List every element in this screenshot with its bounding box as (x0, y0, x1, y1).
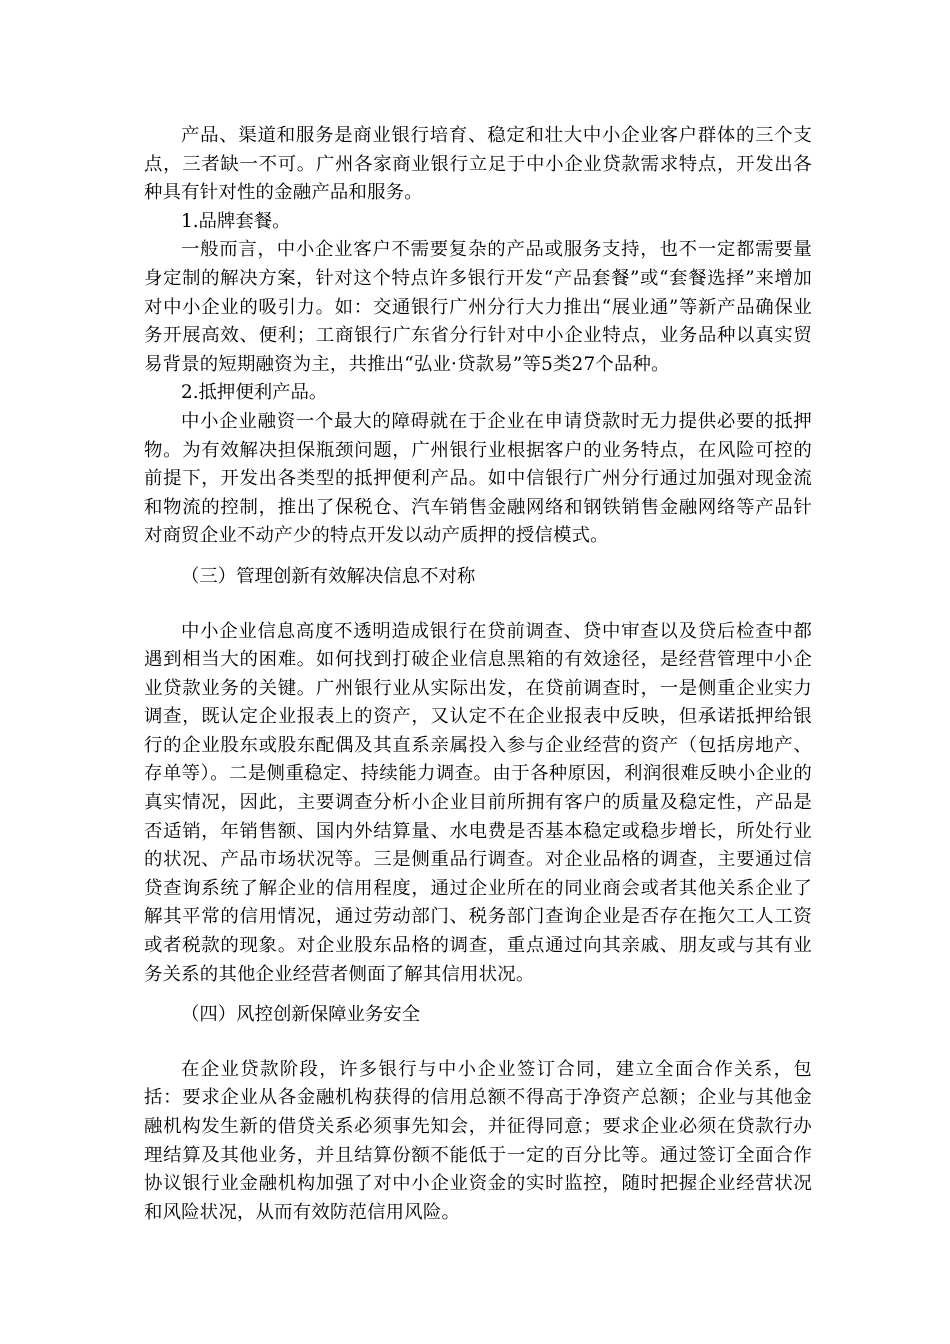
paragraph-brand-package: 一般而言，中小企业客户不需要复杂的产品或服务支持，也不一定都需要量身定制的解决方案，针对这个特点许多银行开发“产品套餐”或“套餐选择”来增加对中小企业的吸引力。如：交通银行广州分行大力推出“展业通”等新产品确保业务开展高效、便利；工商银行广东省分行针对中小企业特点，业务品种以真实贸易背景的短期融资为主，共推出“弘业·贷款易”等5类27个品种。 (144, 239, 812, 375)
list-item-collateral-products: 2.抵押便利产品。 (181, 382, 328, 404)
document-body (144, 122, 812, 1227)
section-heading-risk-control: （四）风控创新保障业务安全 (181, 1004, 421, 1026)
paragraph-products-intro: 产品、渠道和服务是商业银行培育、稳定和壮大中小企业客户群体的三个支点，三者缺一不可。广州各家商业银行立足于中小企业贷款需求特点，开发出各种具有针对性的金融产品和服务。 (144, 125, 812, 204)
paragraph-management-innovation: 中小企业信息高度不透明造成银行在贷前调查、贷中审查以及贷后检查中都遇到相当大的困难。如何找到打破企业信息黑箱的有效途径，是经营管理中小企业贷款业务的关键。广州银行业从实际出发，在贷前调查时，一是侧重企业实力调查，既认定企业报表上的资产，又认定不在企业报表中反映，但承诺抵押给银行的企业股东或股东配偶及其直系亲属投入参与企业经营的资产（包括房地产、存单等）。二是侧重稳定、持续能力调查。由于各种原因，利润很难反映小企业的真实情况，因此，主要调查分析小企业目前所拥有客户的质量及稳定性，产品是否适销，年销售额、国内外结算量、水电费是否基本稳定或稳步增长，所处行业的状况、产品市场状况等。三是侧重品行调查。对企业品格的调查，主要通过信贷查询系统了解企业的信用程度，通过企业所在的同业商会或者其他关系企业了解其平常的信用情况，通过劳动部门、税务部门查询企业是否存在拖欠工人工资或者税款的现象。对企业股东品格的调查，重点通过向其亲戚、朋友或与其有业务关系的其他企业经营者侧面了解其信用状况。 (144, 620, 812, 985)
paragraph-collateral-products: 中小企业融资一个最大的障碍就在于企业在申请贷款时无力提供必要的抵押物。为有效解决担保瓶颈问题，广州银行业根据客户的业务特点，在风险可控的前提下，开发出各类型的抵押便利产品。如中信银行广州分行通过加强对现金流和物流的控制，推出了保税仓、汽车销售金融网络和钢铁销售金融网络等产品针对商贸企业不动产少的特点开发以动产质押的授信模式。 (144, 410, 812, 547)
list-item-brand-package: 1.品牌套餐。 (181, 210, 291, 232)
section-heading-management-innovation: （三）管理创新有效解决信息不对称 (181, 565, 476, 587)
paragraph-risk-control: 在企业贷款阶段，许多银行与中小企业签订合同，建立全面合作关系，包括：要求企业从各金融机构获得的信用总额不得高于净资产总额；企业与其他金融机构发生新的借贷关系必须事先知会，并征得同意；要求企业必须在贷款行办理结算及其他业务，并且结算份额不能低于一定的百分比等。通过签订全面合作协议银行业金融机构加强了对中小企业资金的实时监控，随时把握企业经营状况和风险状况，从而有效防范信用风险。 (144, 1058, 812, 1223)
